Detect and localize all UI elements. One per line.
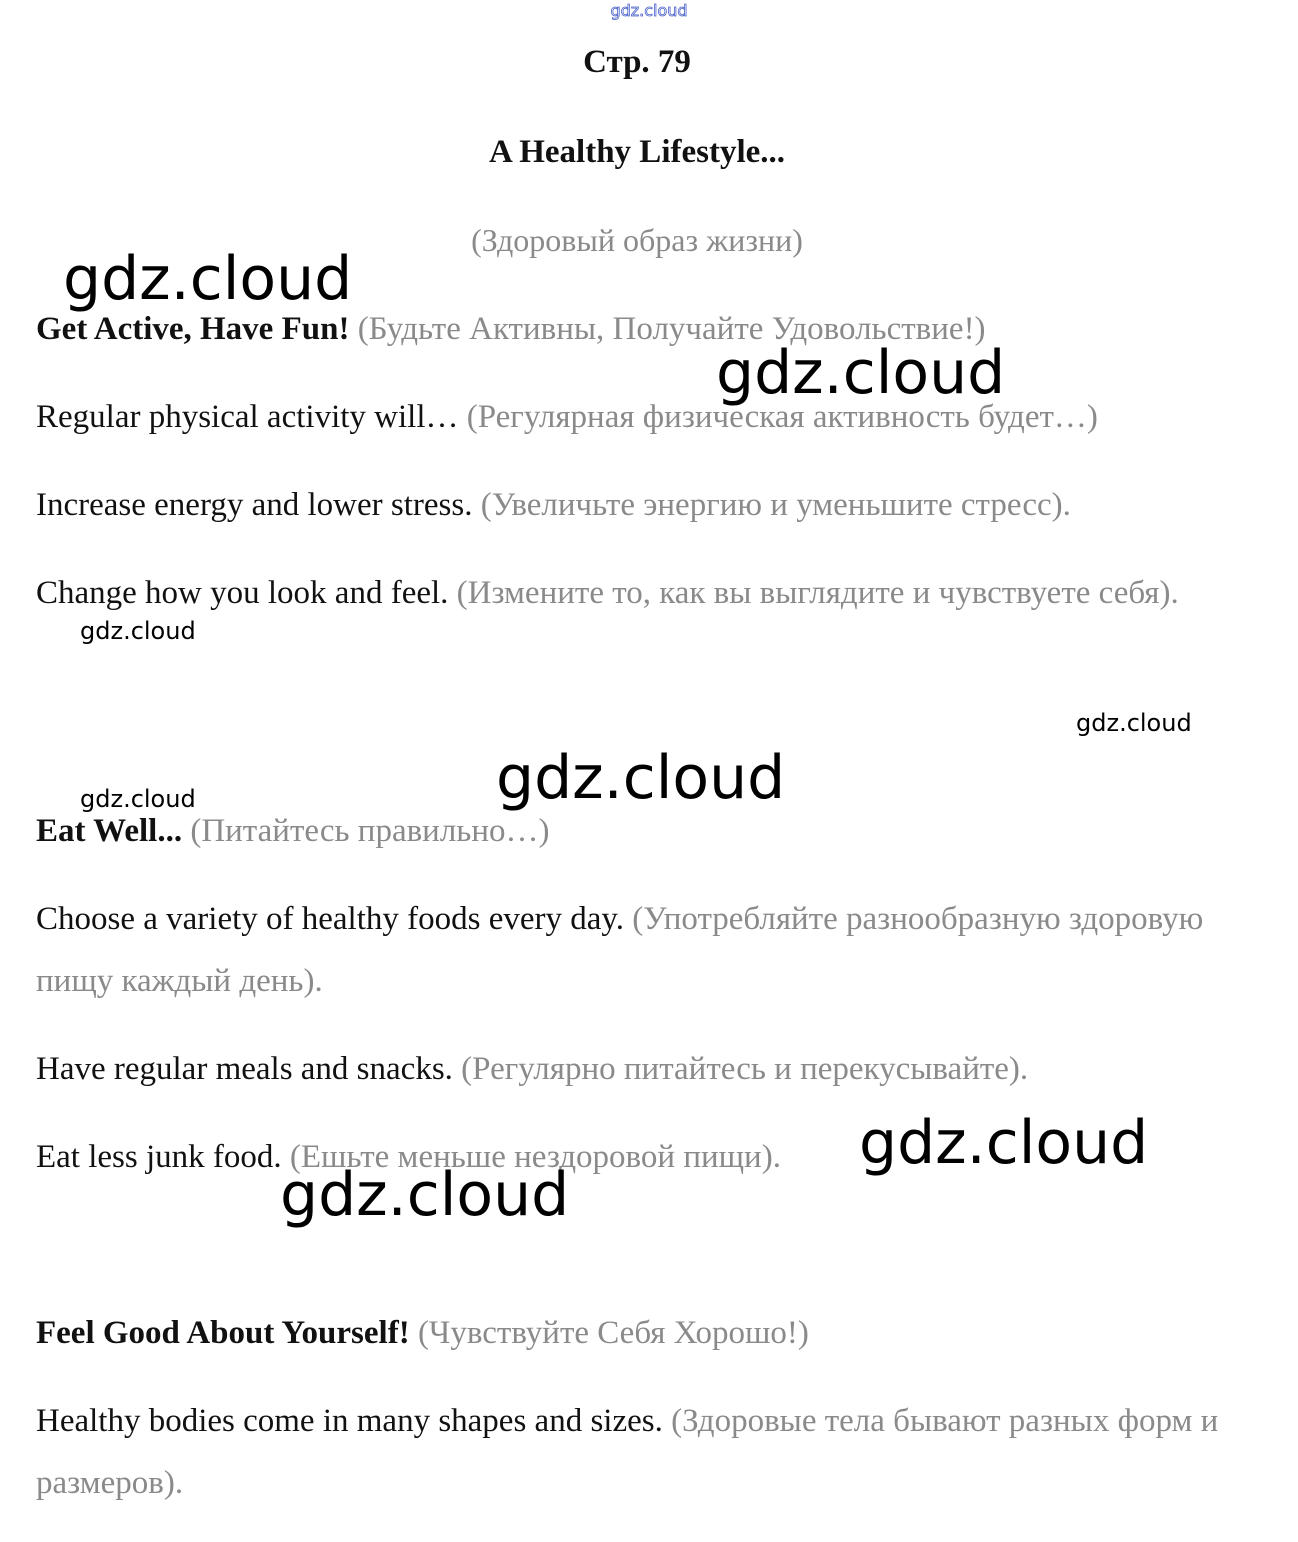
watermark: gdz.cloud xyxy=(859,1108,1149,1178)
line-ru: (Ешьте меньше нездоровой пищи). xyxy=(281,1139,781,1175)
watermark: gdz.cloud xyxy=(1076,709,1192,737)
line-en: Eat less junk food. xyxy=(36,1139,282,1175)
heading-ru: (Чувствуйте Себя Хорошо!) xyxy=(409,1315,809,1351)
line-ru: (Регулярно питайтесь и перекусывайте). xyxy=(452,1051,1029,1087)
text-line xyxy=(36,386,1236,448)
text-line xyxy=(36,1390,1236,1514)
text-line xyxy=(36,474,1236,536)
line-en: Healthy bodies come in many shapes and sizes. xyxy=(36,1403,663,1439)
text-line xyxy=(36,888,1236,1012)
text-line xyxy=(36,562,1236,624)
watermark: gdz.cloud xyxy=(280,1160,570,1230)
line-ru: (Увеличьте энергию и уменьшите стресс). xyxy=(472,487,1071,523)
heading-ru: (Будьте Активны, Получайте Удовольствие!) xyxy=(349,311,986,347)
line-ru: (Здоровые тела бывают разных форм и размеров). xyxy=(36,1403,1219,1501)
top-watermark: gdz.cloud xyxy=(610,1,688,20)
line-en: Have regular meals and snacks. xyxy=(36,1051,453,1087)
heading-en: Eat Well... xyxy=(36,813,183,849)
heading-en: Get Active, Have Fun! xyxy=(36,311,350,347)
heading-ru: (Питайтесь правильно…) xyxy=(182,813,550,849)
watermark: gdz.cloud xyxy=(63,244,353,314)
watermark: gdz.cloud xyxy=(80,785,196,813)
line-en: Choose a variety of healthy foods every day. xyxy=(36,901,625,937)
page-subtitle: (Здоровый образ жизни) xyxy=(471,222,803,258)
line-ru: (Регулярная физическая активность будет…) xyxy=(458,399,1098,435)
line-ru: (Измените то, как вы выглядите и чувствуете себя). xyxy=(448,575,1179,611)
heading-en: Feel Good About Yourself! xyxy=(36,1315,410,1351)
line-ru: (Употребляйте разнообразную здоровую пищу каждый день). xyxy=(36,901,1204,999)
page-title: A Healthy Lifestyle... xyxy=(488,134,786,170)
watermark: gdz.cloud xyxy=(716,338,1006,408)
line-en: Increase energy and lower stress. xyxy=(36,487,473,523)
line-en: Change how you look and feel. xyxy=(36,575,449,611)
watermark: gdz.cloud xyxy=(496,743,786,813)
line-en: Regular physical activity will… xyxy=(36,399,459,435)
page-number: Стр. 79 xyxy=(583,44,691,80)
section-heading-feel xyxy=(36,1302,1236,1364)
text-line xyxy=(36,1038,1236,1100)
watermark: gdz.cloud xyxy=(80,617,196,645)
